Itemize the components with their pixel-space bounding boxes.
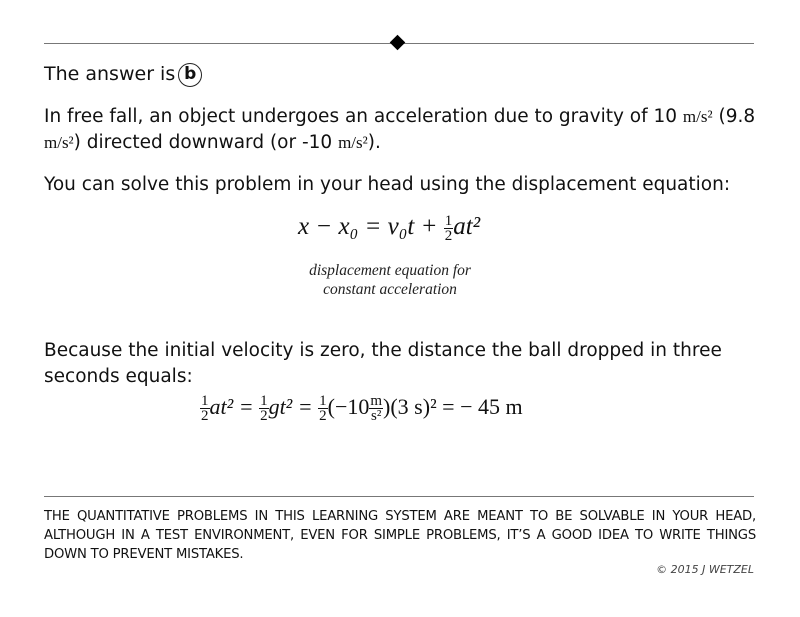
- denominator: s²: [371, 408, 382, 425]
- unit: m/s²: [338, 133, 368, 152]
- unit: m/s²: [44, 133, 74, 152]
- text: ) directed downward (or -10: [73, 132, 339, 153]
- displacement-equation: [298, 213, 480, 243]
- denominator: 2: [319, 408, 327, 425]
- equation-caption: [270, 261, 510, 299]
- text: (9.8: [712, 106, 756, 127]
- answer-prefix: The answer is: [44, 63, 176, 85]
- fraction-half: [259, 394, 269, 423]
- term: )(3 s)² = − 45 m: [383, 394, 523, 419]
- initial-velocity-paragraph: Because the initial velocity is zero, the distance the ball dropped in three seconds equals:: [44, 340, 722, 387]
- numerator: m: [370, 393, 383, 410]
- term: (−10: [327, 394, 370, 419]
- equation-rhs: at²: [453, 213, 481, 240]
- caption-line: constant acceleration: [323, 281, 457, 298]
- distance-calculation: [200, 394, 523, 423]
- denominator: 2: [201, 408, 209, 425]
- text: ).: [367, 132, 381, 153]
- fraction-half: [318, 394, 328, 423]
- free-fall-paragraph: [44, 104, 759, 156]
- unit-fraction: [369, 394, 383, 423]
- denominator: 2: [260, 408, 268, 425]
- numerator: 1: [444, 212, 453, 229]
- answer-line: [44, 63, 202, 87]
- bottom-divider: [44, 496, 754, 497]
- fraction-half: [444, 214, 454, 243]
- denominator: 2: [444, 227, 453, 244]
- caption-line: displacement equation for: [309, 262, 471, 279]
- numerator: 1: [260, 393, 268, 410]
- term: gt² =: [268, 394, 319, 419]
- term: at² =: [209, 394, 260, 419]
- fraction-half: [200, 394, 210, 423]
- equation-lhs: x − x₀ = v₀t +: [298, 213, 444, 240]
- diamond-icon: [390, 35, 406, 51]
- numerator: 1: [201, 393, 209, 410]
- solve-intro-paragraph: You can solve this problem in your head using the displacement equation:: [44, 174, 731, 195]
- footer-note: THE QUANTITATIVE PROBLEMS IN THIS LEARNING SYSTEM ARE MEANT TO BE SOLVABLE IN YOUR HEAD, ALTHOUGH IN A TEST ENVIRONMENT, EVEN FOR SIMPLE PROBLEMS, IT’S A GOOD IDEA TO WRITE THINGS DOWN TO PREVENT MISTAKES.: [44, 509, 756, 562]
- copyright: © 2015 J WETZEL: [656, 563, 754, 576]
- unit: m/s²: [682, 107, 713, 126]
- numerator: 1: [319, 393, 327, 410]
- text: In free fall, an object undergoes an acceleration due to gravity of 10: [44, 106, 683, 127]
- answer-choice-badge: b: [178, 63, 202, 87]
